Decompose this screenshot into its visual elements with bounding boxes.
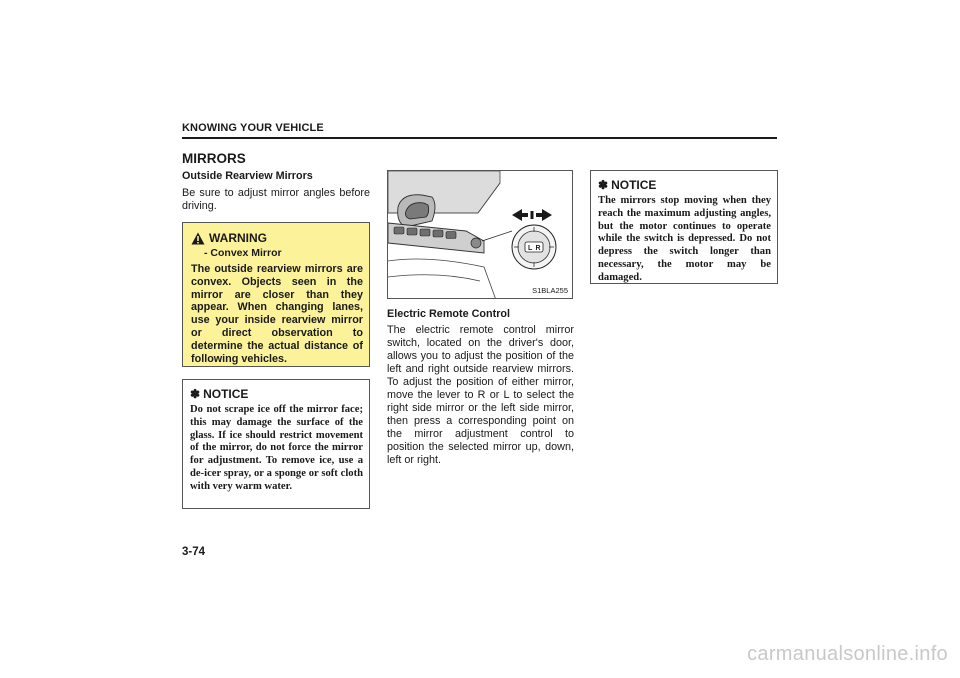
notice-text: The mirrors stop moving when they reach the maximum adjusting angles, but the motor continues to operate while the switch is depressed. Do not depress the switch longer than necessary, the motor may be damaged.: [598, 195, 771, 283]
intro-paragraph: Be sure to adjust mirror angles before driving.: [182, 187, 370, 212]
switch-label-right: R: [535, 245, 541, 252]
notice-text: Do not scrape ice off the mirror face; this may damage the surface of the glass. If ice should restrict movement of the mirror, do not force the mirror for adjustment. To remove ice, use a de-icer spray, or a sponge or soft cloth with very warm water.: [190, 404, 363, 492]
notice-title: NOTICE: [611, 178, 657, 192]
warning-title: WARNING: [209, 231, 267, 245]
page-number: 3-74: [182, 546, 206, 558]
figure-code: S1BLA255: [532, 286, 568, 295]
warning-triangle-icon: [191, 232, 205, 245]
switch-label-left: L: [528, 245, 533, 252]
warning-subtitle: - Convex Mirror: [204, 247, 282, 259]
header-divider: [182, 137, 777, 139]
mirror-switch-illustration: [387, 170, 573, 299]
electric-control-subheading: Electric Remote Control: [387, 308, 510, 320]
section-title: MIRRORS: [182, 151, 246, 166]
notice-title: NOTICE: [203, 387, 249, 401]
notice-box-ice: [182, 379, 370, 509]
notice-header: [190, 387, 363, 401]
warning-box: [182, 222, 370, 367]
outside-mirrors-subheading: Outside Rearview Mirrors: [182, 170, 313, 182]
notice-star-icon: ✽: [190, 387, 201, 401]
notice-box-motor: [590, 170, 778, 284]
warning-header: [191, 231, 363, 245]
running-header: KNOWING YOUR VEHICLE: [182, 122, 324, 134]
electric-control-paragraph: The electric remote control mirror switch, located on the driver's door, allows you to adjust the position of the left and right outside rearview mirrors. To adjust the position of either mirror, move the lever to R or L to select the right side mirror or the left side mirror, then press a corresponding point on the mirror adjustment control to position the selected mirror up, down, left or right.: [387, 324, 574, 466]
notice-star-icon: ✽: [598, 178, 609, 192]
watermark: carmanualsonline.info: [747, 643, 948, 665]
warning-text: The outside rearview mirrors are convex. Objects seen in the mirror are closer than they appear. When changing lanes, use your inside rearview mirror or direct observation to determine the actual distance of following vehicles.: [191, 263, 363, 365]
notice-header: [598, 178, 771, 192]
door-switch-drawing: [388, 171, 573, 299]
